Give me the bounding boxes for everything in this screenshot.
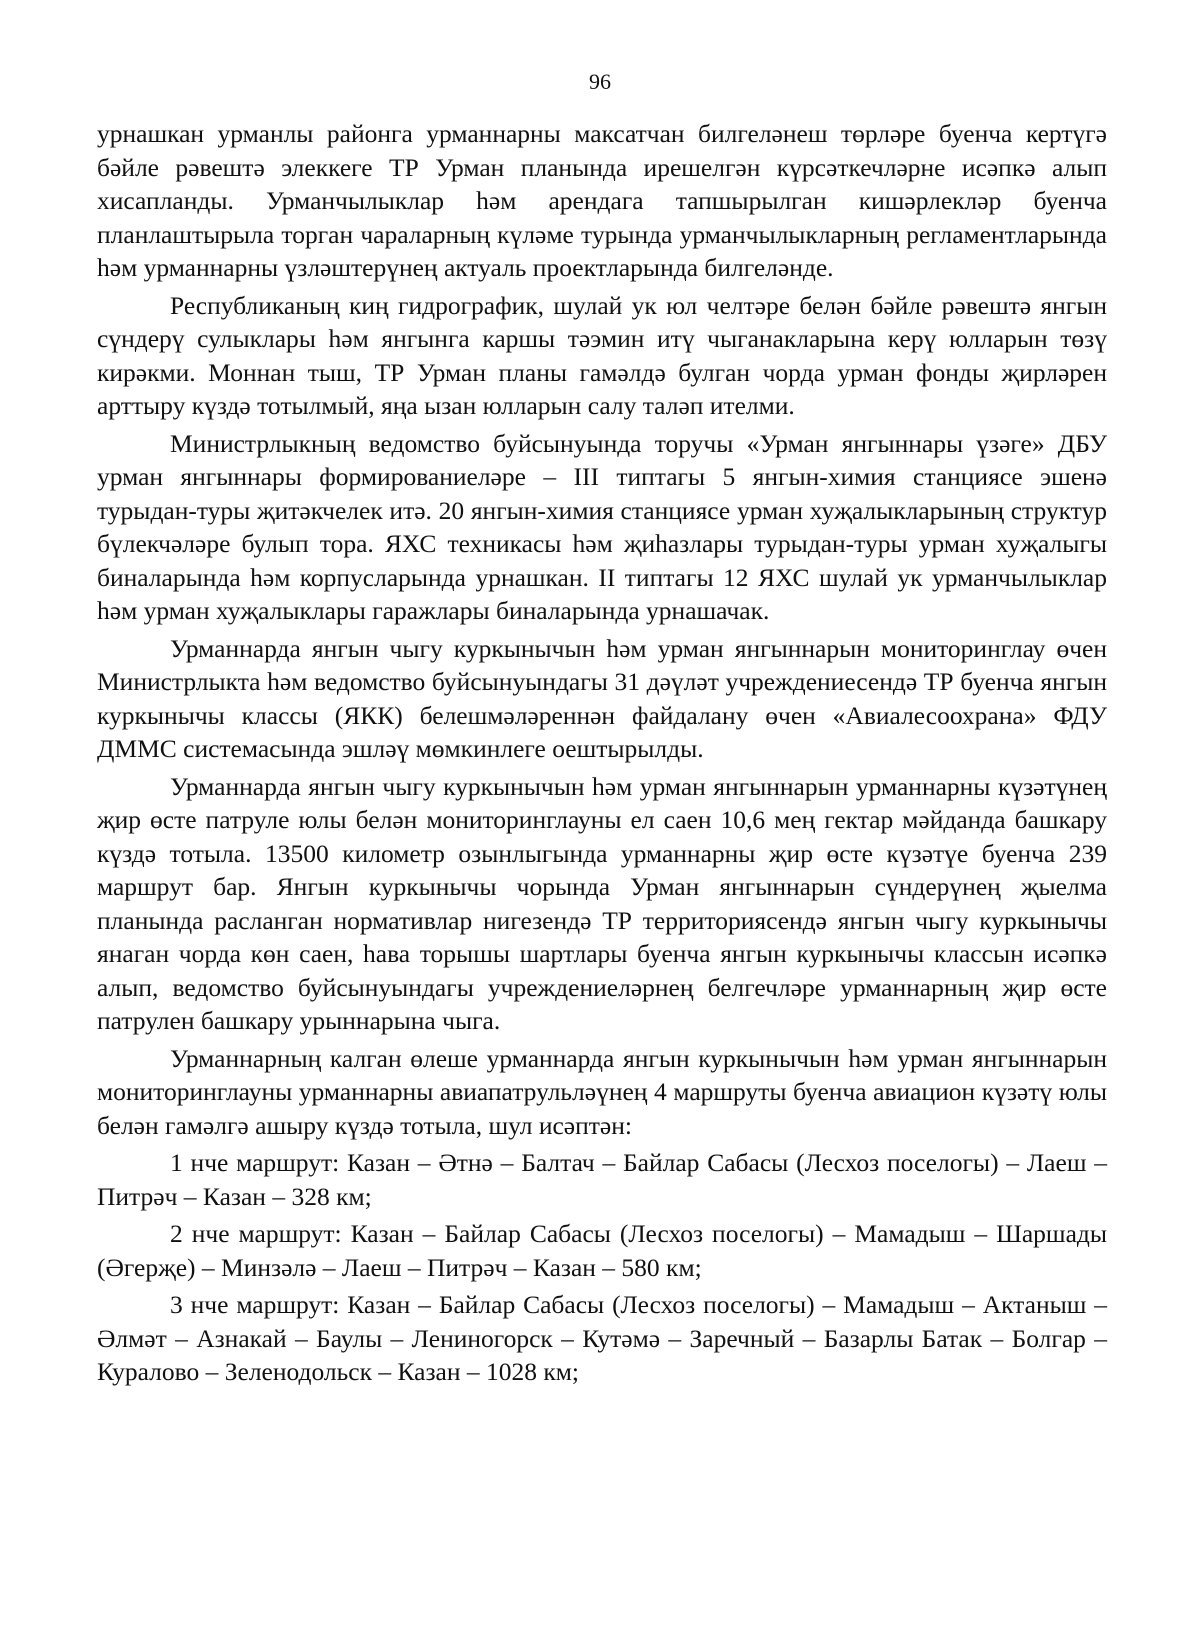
paragraph-fire-monitoring-system: Урманнарда янгын чыгу куркынычын һәм урман янгыннарын мониторинглау өчен Министрлыкта һәм ведомство буйсынуындагы 31 дәүләт учреждениесендә ТР буенча янгын куркынычы классы (ЯКК) белешмәләреннән файдалану өчен «Авиалесоохрана» ФДУ ДММС системасында эшләү мөмкинлеге оештырылды.: [97, 633, 1107, 763]
paragraph-fire-center: Министрлыкның ведомство буйсынуында торучы «Урман янгыннары үзәге» ДБУ урман янгыннары формированиеләре – III типтагы 5 янгын-химия станциясе эшенә турыдан-туры җитәкчелек итә. 20 янгын-химия станциясе урман хуҗалыкларының структур бүлекчәләре булып тора. ЯХС техникасы һәм җиһазлары турыдан-туры урман хуҗалыгы биналарында һәм корпусларында урнашкан. II типтагы 12 ЯХС шулай ук урманчылыклар һәм урман хуҗалыклары гаражлары биналарында урнашачак.: [97, 428, 1107, 625]
route-item-3: 3 нче маршрут: Казан – Байлар Сабасы (Лесхоз поселогы) – Мамадыш – Актаныш – Әлмәт – Азнакай – Баулы – Лениногорск – Кутәмә – Заречный – Базарлы Батак – Болгар – Куралово – Зеленодольск – Казан – 1028 км;: [97, 1290, 1107, 1386]
page-number: 96: [589, 69, 611, 94]
paragraph-ground-patrol: Урманнарда янгын чыгу куркынычын һәм урман янгыннарын урманнарны күзәтүнең җир өсте патруле юлы белән мониторинглауны ел саен 10,6 мең гектар мәйданда башкару күздә тотыла. 13500 километр озынлыгында урманнарны җир өсте күзәтүе буенча 239 маршрут бар. Янгын куркынычы чорында Урман янгыннарын сүндерүнең җыелма планында расланган нормативлар нигезендә ТР территориясендә янгын чыгу куркынычы янаган чорда көн саен, һава торышы шартлары буенча янгын куркынычы классын исәпкә алып, ведомство буйсынуындагы учреждениеләрнең белгечләре урманнарның җир өсте патрулен башкару урыннарына чыга.: [97, 771, 1107, 1035]
paragraph-continuation: урнашкан урманлы районга урманнарны максатчан билгеләнеш төрләре буенча кертүгә бәйле рәвештә элеккеге ТР Урман планында ирешелгән күрсәткечләрне исәпкә алып хисапланды. Урманчылыклар һәм арендага тапшырылган кишәрлекләр буенча планлаштырыла торган чараларның күләме турында урманчылыкларның регламентларында һәм урманнарны үзләштерүнең актуаль проектларында билгеләнде.: [97, 119, 1107, 282]
route-item-1: 1 нче маршрут: Казан – Әтнә – Балтач – Байлар Сабасы (Лесхоз поселогы) – Лаеш – Питрәч – Казан – 328 км;: [97, 1148, 1107, 1211]
paragraph-hydrography: Республиканың киң гидрографик, шулай ук юл челтәре белән бәйле рәвештә янгын сүндерү сулыклары һәм янгынга каршы тәэмин итү чыганакларына керү юлларын төзү кирәкми. Моннан тыш, ТР Урман планы гамәлдә булган чорда урман фонды җирләрен арттыру күздә тотылмый, яңа ызан юлларын салу таләп ителми.: [97, 290, 1107, 420]
document-body: [97, 117, 1107, 1389]
paragraph-aerial-patrol: Урманнарның калган өлеше урманнарда янгын куркынычын һәм урман янгыннарын мониторинглауны урманнарны авиапатрульләүнең 4 маршруты буенча авиацион күзәтү юлы белән гамәлгә ашыру күздә тотыла, шул исәптән:: [97, 1043, 1107, 1140]
route-item-2: 2 нче маршрут: Казан – Байлар Сабасы (Лесхоз поселогы) – Мамадыш – Шаршады (Әгерҗе) – Минзәлә – Лаеш – Питрәч – Казан – 580 км;: [97, 1219, 1107, 1282]
